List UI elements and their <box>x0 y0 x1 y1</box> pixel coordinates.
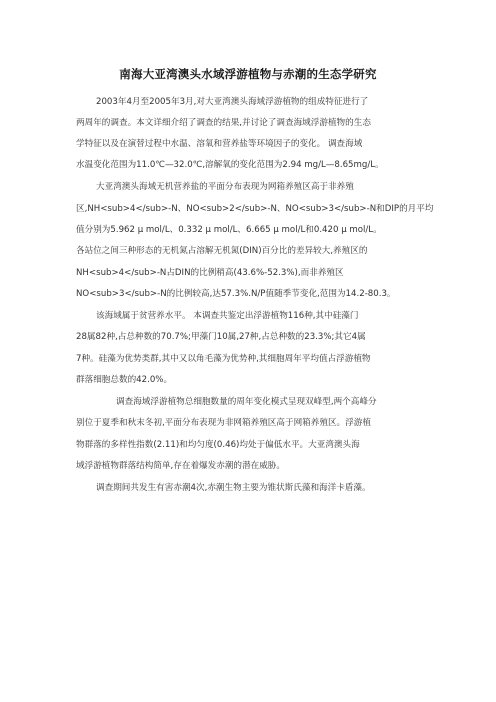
body-line-14: 群落细胞总数的42.0%。 <box>76 375 173 385</box>
body-line-12: 28属82种,占总种数的70.7%;甲藻门10属,27种,占总种数的23.3%;其它4属 <box>76 332 366 342</box>
body-line-11: 该海域属于贫营养水平。 本调查共鉴定出浮游植物116种,其中硅藻门 <box>96 311 359 321</box>
body-line-15: 调查海域浮游植物总细胞数量的周年变化模式呈现双峰型,两个高峰分 <box>116 397 377 407</box>
body-line-6: 区,NH<sub>4</sub>-N、NO<sub>2</sub>-N、NO<sub>3</sub>-N和DIP的月平均 <box>76 204 434 214</box>
body-line-2: 两周年的调查。本文详细介绍了调查的结果,并讨论了调查海域浮游植物的生态 <box>76 118 371 128</box>
body-line-4: 水温变化范围为11.0℃—32.0℃,溶解氧的变化范围为2.94 mg/L—8.65mg/L。 <box>76 160 384 170</box>
body-line-7: 值分别为5.962 μ mol/L、0.332 μ mol/L、6.665 μ mol/L和0.420 μ mol/L。 <box>76 225 382 235</box>
body-line-10: NO<sub>3</sub>-N的比例较高,达57.3%.N/P值随季节变化,范围为14.2-80.3。 <box>76 289 396 299</box>
body-line-1: 2003年4月至2005年3月,对大亚湾澳头海域浮游植物的组成特征进行了 <box>96 97 369 107</box>
body-line-5: 大亚湾澳头海域无机营养盐的平面分布表现为网箱养殖区高于非养殖 <box>96 182 354 192</box>
body-line-13: 7种。硅藻为优势类群,其中又以角毛藻为优势种,其细胞周年平均值占浮游植物 <box>76 354 371 364</box>
body-line-3: 学特征以及在演替过程中水温、溶氧和营养盐等环境因子的变化。 调查海域 <box>76 139 363 149</box>
body-line-19: 调查期间共发生有害赤潮4次,赤潮生物主要为锥状斯氏藻和海洋卡盾藻。 <box>96 483 371 493</box>
body-line-17: 物群落的多样性指数(2.11)和均匀度(0.46)均处于偏低水平。大亚湾澳头海 <box>76 440 360 450</box>
body-line-9: NH<sub>4</sub>-N占DIN的比例稍高(43.6%-52.3%),而非养殖区 <box>76 268 344 278</box>
body-line-16: 别位于夏季和秋末冬初,平面分布表现为非网箱养殖区高于网箱养殖区。浮游植 <box>76 418 371 428</box>
body-line-18: 域浮游植物群落结构简单,存在着爆发赤潮的潜在威胁。 <box>76 461 285 471</box>
document-title: 南海大亚湾澳头水域浮游植物与赤潮的生态学研究 <box>119 67 377 81</box>
body-line-8: 各站位之间三种形态的无机氮占溶解无机氮(DIN)百分比的差异较大,养殖区的 <box>76 246 368 256</box>
